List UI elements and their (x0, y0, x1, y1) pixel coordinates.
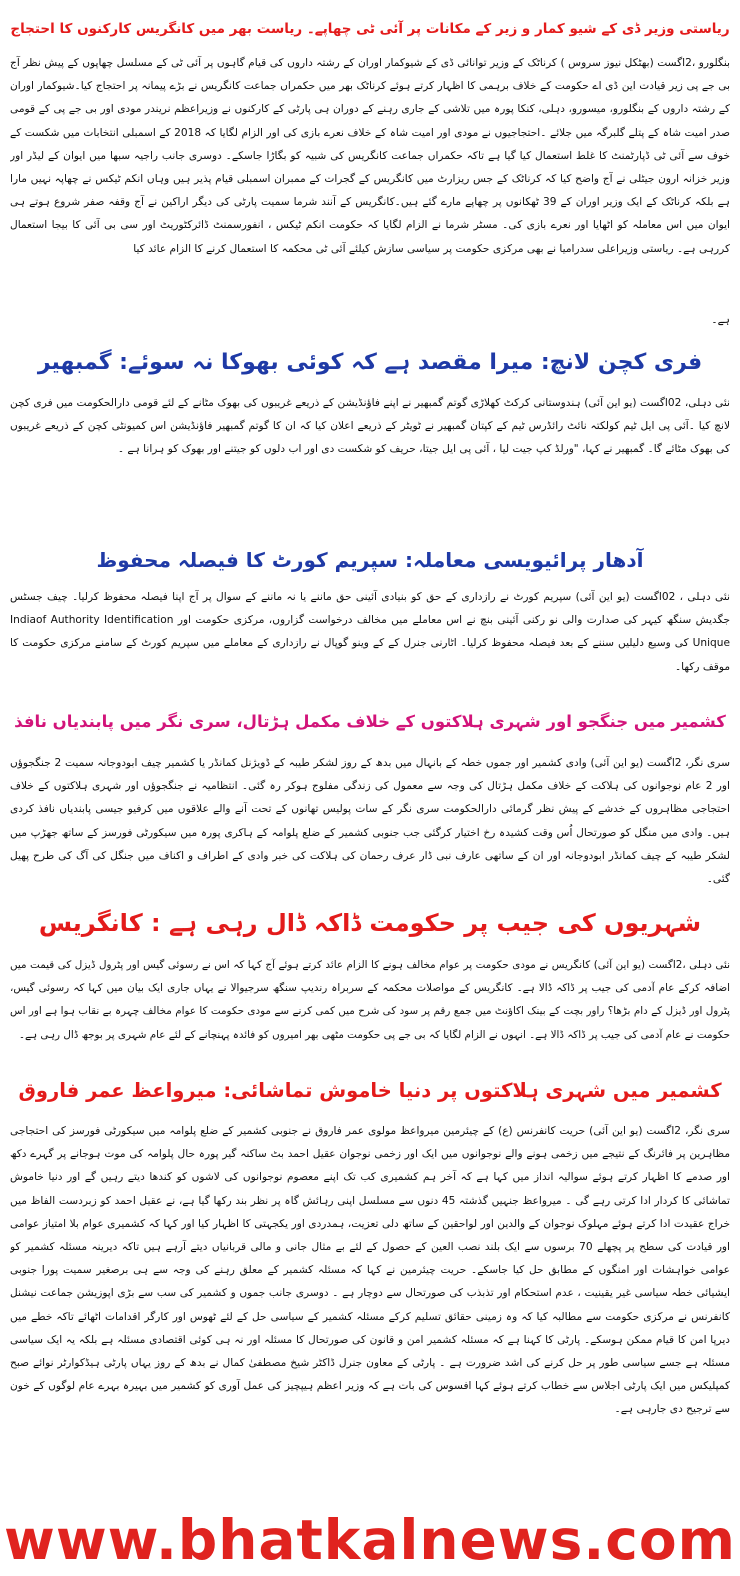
headline-congress-fuel-prices: شہریوں کی جیب پر حکومت ڈاکہ ڈال رہی ہے : کانگریس (38, 909, 702, 937)
article-body-congress-fuel-prices: نئی دہلی ،2اگست (یو این آئی) کانگریس نے مودی حکومت پر عوام مخالف ہونے کا الزام عائد کرتے ہوئے آج کہا کہ اس نے رسوئی گیس اور پٹرول ڈیزل کی قیمت میں اضافہ کرکے عام آدمی کی جیب پر ڈاکہ ڈالا ہے۔ کانگریس کے مواصلات محکمہ کے سربراہ رندیپ سنگھ سرجیوالا نے یہاں جاری ایک بیان میں کہا کہ رسوئی گیس، پٹرول اور ڈیزل کے دام بڑھا؟ راور بچت کے بینک اکاؤنٹ میں جمع رقم پر سود کی شرح میں کمی کرنے سے مودی حکومت کا عوام مخالف چہرہ بے نقاب ہوا ہے اور اس حکومت نے عام آدمی کی جیب پر ڈاکہ ڈالا ہے۔ انہوں نے الزام لگایا کہ بی جے پی حکومت مٹھی بھر امیروں کو فائدہ پہنچانے کے لئے عام شہری پر بوجھ ڈال رہی ہے۔ (10, 959, 730, 1041)
article-it-raids (10, 6, 730, 332)
headline-free-kitchen: فری کچن لانچ: میرا مقصد ہے کہ کوئی بھوکا نہ سوئے: گمبھیر (37, 350, 703, 375)
article-body-it-raids-end: ہے۔ (711, 314, 730, 326)
article-body-aadhaar-privacy: نئی دہلی ، 02اگست (یو این آئی) سپریم کورٹ نے رازداری کے حق کو بنیادی آئینی حق ماننے یا نہ ماننے کے سوال پر آج اپنا فیصلہ محفوظ کرلیا۔ چیف جسٹس جگدیش سنگھ کیہر کی صدارت والی نو رکنی آئینی بنچ نے اس معاملے میں مخالف درخواست گزاروں، مرکزی حکومت اور Indiaof Authority Identification Unique کی وسیع دلیلیں سننے کے بعد فیصلہ محفوظ کرلیا۔ اٹارنی جنرل کے کے وینو گوپال نے رازداری کے معاملے میں سپریم کورٹ کے سامنے مرکزی حکومت کا موقف رکھا۔ (10, 591, 730, 673)
headline-aadhaar-privacy: آدھار پرائیویسی معاملہ: سپریم کورٹ کا فیصلہ محفوظ (96, 548, 644, 572)
article-body-it-raids: بنگلورو ،2اگست (بھٹکل نیوز سروس ) کرناٹک کے وزیر توانائی ڈی کے شیوکمار اوران کے رشتہ داروں کی قیام گاہوں پر آئی ٹی کے مسلسل چھاپوں کے پیش نظر آج بی جے پی زیر قیادت این ڈی اے حکومت کے خلاف برہمی کا اظہار کرتے ہوئے کرناٹک بھر میں حکمراں جماعت کانگریس نے بڑے پیمانہ پر احتجاج کیا۔شیوکمار اوران کے رشتہ داروں کے بنگلورو، میسورو، دہلی، کنکا پورہ میں تلاشی کے جاری رہنے کے دوران ہی پارٹی کے کارکنوں نے وزیراعظم نریندر مودی اور بی جے پی کے قومی صدر امیت شاہ کے پتلے گلبرگہ میں جلائے ۔احتجاجیوں نے مودی اور امیت شاہ کے خلاف نعرے بازی کی اور الزام لگایا کہ 2018 کے اسمبلی انتخابات میں شکست کے خوف سے آئی ٹی ڈپارٹمنٹ کا غلط استعمال کیا گیا ہے تاکہ حکمراں جماعت کانگریس کی شبیہ کو بگاڑا جاسکے۔ دوسری جانب راجیہ سبھا میں ایوان کے لیڈر اور وزیر خزانہ ارون جیٹلی نے آج واضح کیا کہ کرناٹک کے جس ریزارٹ میں کانگریس کے گجرات کے ممبران اسمبلی قیام پذیر ہیں وہاں انکم ٹیکس نے چھاپہ نہیں مارا ہے بلکہ کرناٹک کے ایک وزیر اوران کے 39 ٹھکانوں پر چھاپے مارے گئے ہیں۔کانگریس کے آنند شرما سمیت پارٹی کی دیگر اراکین نے آج وقفہ صفر شروع ہوتے ہی ایوان میں اس معاملہ کو اٹھایا اور نعرے بازی کی۔ مسٹر شرما نے الزام لگایا کہ حکومت انکم ٹیکس ، انفورسمنٹ ڈائرکٹوریٹ اور سی بی آئی کا بیجا استعمال کررہی ہے۔ ریاستی وزیراعلی سدرامیا نے بھی مرکزی حکومت پر سیاسی سازش کیلئے آئی ٹی محکمہ کا استعمال کرنے کا الزام عائد کیا (10, 57, 730, 255)
headline-it-raids: ریاستی وزیر ڈی کے شیو کمار و زیر کے مکانات پر آئی ٹی چھاپے۔ ریاست بھر میں کانگریس کارکنوں کا احتجاج (10, 21, 730, 37)
article-free-kitchen (10, 332, 730, 534)
article-mirwaiz (10, 1064, 730, 1440)
news-page (0, 6, 740, 1576)
article-congress-fuel-prices (10, 894, 730, 1064)
article-kashmir-strike (10, 694, 730, 894)
article-body-kashmir-strike: سری نگر، 2اگست (یو این آئی) وادی کشمیر اور جموں خطہ کے بانہال میں بدھ کے روز لشکر طیبہ کے ڈویژنل کمانڈر یا کشمیر چیف ابودوجانہ سمیت 2 جنگجوؤں اور 2 عام نوجوانوں کی ہلاکت کے خلاف مکمل ہڑتال کی وجہ سے معمول کی زندگی مفلوج ہوکر رہ گئی۔ انتظامیہ نے جنگجوؤں اور شہری ہلاکتوں کے خلاف احتجاجی مظاہروں کے خدشے کے پیش نظر گرمائی دارالحکومت سری نگر کے سات پولیس تھانوں کے تحت آنے والے علاقوں میں کرفیو جیسی پابندیاں نافذ کردی ہیں۔ وادی میں منگل کو صورتحال اُس وقت کشیدہ رخ اختیار کرگئی جب جنوبی کشمیر کے ضلع پلوامہ کے ہاکری پورہ میں سیکورٹی فورسز کے ساتھ جھڑپ میں لشکر طیبہ کے چیف کمانڈر ابودوجانہ اور ان کے ساتھی عارف نبی ڈار عرف رحمان کی ہلاکت کی خبر وادی کے اطراف و اکناف میں جنگل کی آگ کی طرح پھیل گئی۔ (10, 757, 730, 886)
article-aadhaar-privacy (10, 534, 730, 694)
article-body-free-kitchen: نئی دہلی، 02اگست (یو این آئی) ہندوستانی کرکٹ کھلاڑی گوتم گمبھیر نے اپنے فاؤنڈیشن کے ذریعے غریبوں کی بھوک مٹانے کے لئے قومی دارالحکومت میں فری کچن لانچ کیا ۔آئی پی ایل ٹیم کولکتہ نائٹ رائڈرس ٹیم کے کپتان گمبھیر نے ٹویٹر کے ذریعے اعلان کیا کہ ان کا گوتم گمبھیر فاؤنڈیشن اس کمیونٹی کچن کے ذریعے غریبوں کی بھوک مٹائے گا۔ گمبھیر نے کہا، "ورلڈ کپ جیت لیا ، آئی پی ایل جیتا، حریف کو شکست دی اور اب دلوں کو جیتنے اور بھوک کو ہرانا ہے ۔ (10, 397, 730, 456)
website-url-banner: www.bhatkalnews.com (4, 1508, 736, 1572)
headline-mirwaiz: کشمیر میں شہری ہلاکتوں پر دنیا خاموش تماشائی: میرواعظ عمر فاروق (18, 1079, 722, 1102)
article-body-mirwaiz: سری نگر، 2اگست (یو این آئی) حریت کانفرنس (ع) کے چیئرمین میرواعظ مولوی عمر فاروق نے جنوبی کشمیر کے ضلع پلوامہ میں سیکورٹی فورسز کی احتجاجی مظاہرین پر فائرنگ کے نتیجے میں زخمی ہونے والے نوجوانوں میں ایک اور زخمی نوجوان عقیل احمد بٹ ساکنہ گیر پورہ حال پلوامہ کی موت ہوجانے پر گہرے دکھ اور صدمے کا اظہار کرتے ہوئے سوالیہ انداز میں کہا ہے کہ آخر ہم کشمیری کب تک اپنے معصوم نوجوانوں کی لاشوں کو کندھا دیتے رہیں گے اور دنیا خاموش تماشائی کا کردار ادا کرتی رہے گی ۔ میرواعظ جنہیں گذشتہ 45 دنوں سے مسلسل اپنی رہائش گاہ پر نظر بند رکھا گیا ہے، نے عقیل احمد کو زبردست الفاظ میں خراج عقیدت ادا کرتے ہوئے مہلوک نوجوان کے والدین اور لواحقین کے ساتھ دلی تعزیت، ہمدردی اور یکجہتی کا اظہار کیا اور کہا کہ کشمیری عوام بلا امتیاز عوامی اور قیادت کی سطح پر پچھلے 70 برسوں سے ایک بلند نصب العین کے حصول کے لئے بے مثال جانی و مالی قربانیاں دیتے آرہے ہیں تاکہ دیرینہ مسئلہ کشمیر کو عوامی خواہشات اور امنگوں کے مطابق حل کیا جاسکے۔ حریت چیئرمین نے کہا کہ مسئلہ کشمیر کے معلق رہنے کی وجہ سے ہی برصغیر سمیت پورا جنوبی ایشیائی خطہ سیاسی غیر یقینیت ، عدم استحکام اور تذبذب کی صورتحال سے دوچار ہے ۔ دوسری جانب جموں و کشمیر کی سب سے بڑی اپوزیشن جماعت نیشنل کانفرنس نے مرکزی حکومت سے مطالبہ کیا کہ وہ زمینی حقائق تسلیم کرکے مسئلہ کشمیر کے سیاسی حل کے لئے ٹھوس اور کارگر اقدامات اٹھائے تاکہ خطے میں دیرپا امن کا قیام ممکن ہوسکے۔ پارٹی کا کہنا ہے کہ مسئلہ کشمیر امن و قانون کی صورتحال کا مسئلہ اور نہ ہی کوئی اقتصادی مسئلہ ہے بلکہ یہ ایک سیاسی مسئلہ ہے جسے سیاسی طور پر حل کرنے کی اشد ضرورت ہے ۔ پارٹی کے معاون جنرل ڈاکٹر شیخ مصطفیٰ کمال نے بدھ کے روز یہاں پارٹی ہیڈکوارٹر نوائے صبح کمپلیکس میں ایک پارٹی اجلاس سے خطاب کرتے ہوئے کہا افسوس کی بات ہے کہ وزیر اعظم ہیپچیز کی عمل آوری کو کشمیر میں بہیرہ بہرے عام لوگوں کے خون سے ترجیح دی جارہی ہے۔ (10, 1125, 730, 1416)
headline-kashmir-strike: کشمیر میں جنگجو اور شہری ہلاکتوں کے خلاف مکمل ہڑتال، سری نگر میں پابندیاں نافذ (14, 712, 726, 731)
